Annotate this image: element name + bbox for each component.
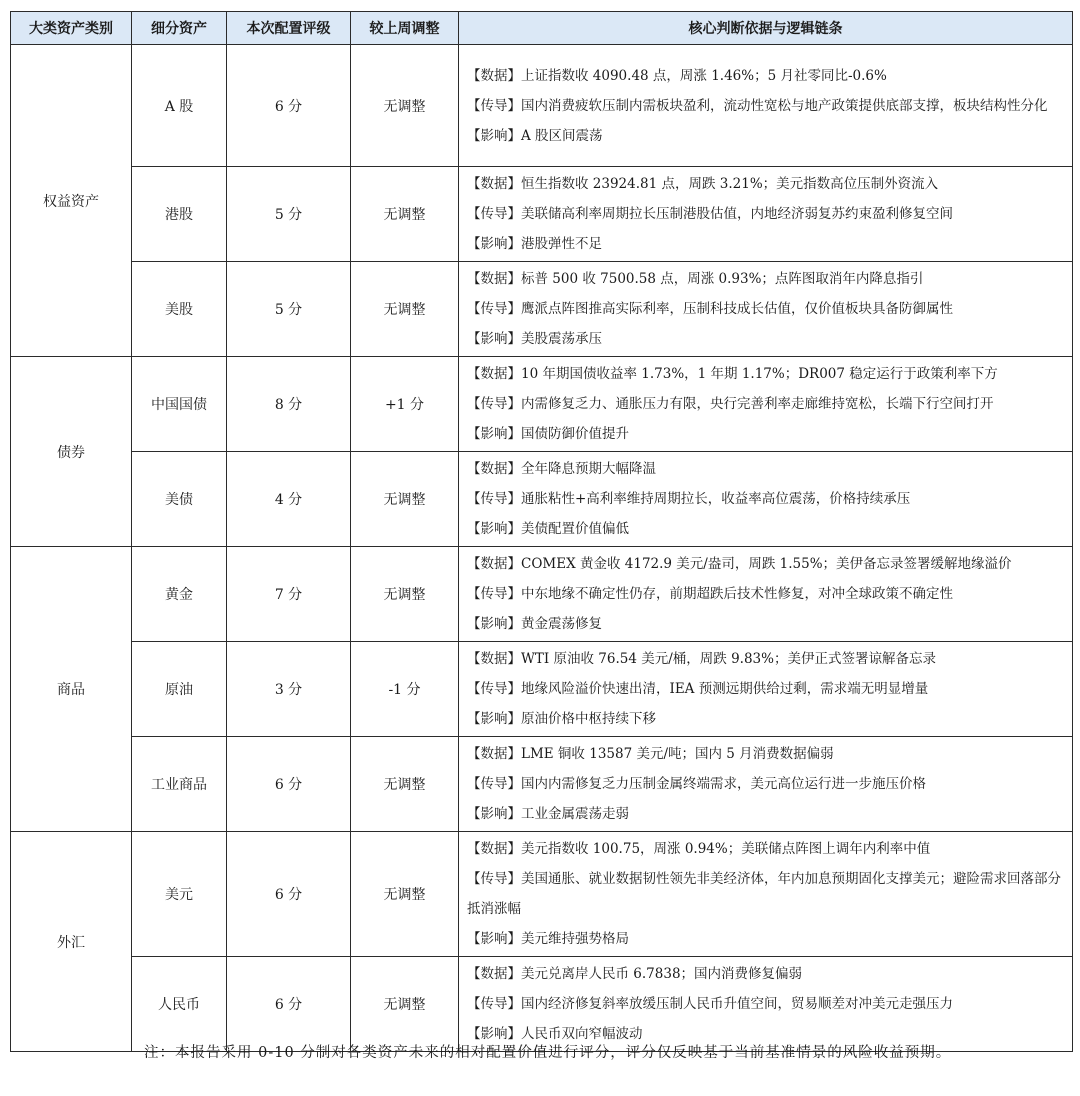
- rating-cell: 5 分: [227, 167, 351, 262]
- logic-line: 【传导】通胀粘性+高利率维持周期拉长，收益率高位震荡，价格持续承压: [467, 491, 911, 507]
- rating-cell: 5 分: [227, 262, 351, 357]
- logic-cell: [459, 357, 1073, 452]
- logic-line: 【影响】美股震荡承压: [467, 331, 602, 347]
- adjustment-cell: 无调整: [351, 547, 459, 642]
- rating-cell: 4 分: [227, 452, 351, 547]
- asset-class-cell: 外汇: [11, 832, 132, 1052]
- rating-cell: 6 分: [227, 832, 351, 957]
- rating-cell: 6 分: [227, 45, 351, 167]
- sub-asset-cell: 黄金: [132, 547, 227, 642]
- sub-asset-cell: 中国国债: [132, 357, 227, 452]
- table-row: [11, 167, 1073, 262]
- logic-line: 【数据】美元兑离岸人民币 6.7838；国内消费修复偏弱: [467, 966, 803, 982]
- logic-line: 【数据】标普 500 收 7500.58 点，周涨 0.93%；点阵图取消年内降息指引: [467, 271, 924, 287]
- adjustment-cell: +1 分: [351, 357, 459, 452]
- logic-cell: [459, 45, 1073, 167]
- logic-line: 【影响】原油价格中枢持续下移: [467, 711, 656, 727]
- table-header-row: [11, 12, 1073, 45]
- logic-cell: [459, 737, 1073, 832]
- adjustment-cell: 无调整: [351, 167, 459, 262]
- logic-line: 【数据】LME 铜收 13587 美元/吨；国内 5 月消费数据偏弱: [467, 746, 834, 762]
- logic-line: 【影响】人民币双向窄幅波动: [467, 1026, 643, 1042]
- logic-line: 【数据】WTI 原油收 76.54 美元/桶，周跌 9.83%；美伊正式签署谅解备忘录: [467, 651, 936, 667]
- adjustment-cell: -1 分: [351, 642, 459, 737]
- logic-line: 【传导】中东地缘不确定性仍存，前期超跌后技术性修复，对冲全球政策不确定性: [467, 586, 953, 602]
- sub-asset-cell: 工业商品: [132, 737, 227, 832]
- sub-asset-cell: 美股: [132, 262, 227, 357]
- rating-cell: 3 分: [227, 642, 351, 737]
- logic-line: 【数据】美元指数收 100.75，周涨 0.94%；美联储点阵图上调年内利率中值: [467, 841, 931, 857]
- table-body: [11, 45, 1073, 1052]
- rating-cell: 6 分: [227, 957, 351, 1052]
- logic-cell: [459, 262, 1073, 357]
- logic-line: 【传导】国内经济修复斜率放缓压制人民币升值空间，贸易顺差对冲美元走强压力: [467, 996, 953, 1012]
- table-row: [11, 737, 1073, 832]
- sub-asset-cell: 美元: [132, 832, 227, 957]
- asset-allocation-table: [10, 11, 1073, 1052]
- logic-cell: [459, 167, 1073, 262]
- logic-cell: [459, 547, 1073, 642]
- rating-cell: 8 分: [227, 357, 351, 452]
- logic-line: 【传导】国内消费疲软压制内需板块盈利，流动性宽松与地产政策提供底部支撑，板块结构性分化: [467, 97, 1048, 114]
- logic-line: 【传导】美国通胀、就业数据韧性领先非美经济体，年内加息预期固化支撑美元；避险需求回落部分抵消涨幅: [467, 871, 1061, 917]
- adjustment-cell: 无调整: [351, 262, 459, 357]
- logic-cell: [459, 957, 1073, 1052]
- logic-line: 【数据】10 年期国债收益率 1.73%，1 年期 1.17%；DR007 稳定运行于政策利率下方: [467, 366, 998, 382]
- logic-line: 【影响】港股弹性不足: [467, 236, 602, 252]
- logic-line: 【影响】黄金震荡修复: [467, 616, 602, 632]
- sub-asset-cell: A 股: [132, 45, 227, 167]
- adjustment-cell: 无调整: [351, 737, 459, 832]
- logic-line: 【影响】美元维持强势格局: [467, 931, 629, 947]
- logic-line: 【数据】恒生指数收 23924.81 点，周跌 3.21%；美元指数高位压制外资流入: [467, 176, 939, 192]
- sub-asset-cell: 美债: [132, 452, 227, 547]
- adjustment-cell: 无调整: [351, 957, 459, 1052]
- rating-cell: 6 分: [227, 737, 351, 832]
- logic-line: 【传导】鹰派点阵图推高实际利率，压制科技成长估值，仅价值板块具备防御属性: [467, 301, 953, 317]
- header-weekly-adjustment: 较上周调整: [351, 12, 459, 45]
- table-row: [11, 262, 1073, 357]
- table-row: [11, 642, 1073, 737]
- table-row: [11, 957, 1073, 1052]
- adjustment-cell: 无调整: [351, 452, 459, 547]
- logic-cell: [459, 452, 1073, 547]
- logic-cell: [459, 642, 1073, 737]
- logic-line: 【传导】美联储高利率周期拉长压制港股估值，内地经济弱复苏约束盈利修复空间: [467, 206, 953, 222]
- footnote: 注：本报告采用 0-10 分制对各类资产未来的相对配置价值进行评分，评分仅反映基于当前基准情景的风险收益预期。: [144, 1045, 952, 1061]
- logic-line: 【传导】内需修复乏力、通胀压力有限，央行完善利率走廊维持宽松，长端下行空间打开: [467, 396, 994, 412]
- logic-line: 【数据】上证指数收 4090.48 点，周涨 1.46%；5 月社零同比-0.6%: [467, 67, 887, 84]
- rating-cell: 7 分: [227, 547, 351, 642]
- logic-line: 【数据】COMEX 黄金收 4172.9 美元/盎司，周跌 1.55%；美伊备忘录签署缓解地缘溢价: [467, 556, 1012, 572]
- table-row: [11, 547, 1073, 642]
- logic-line: 【传导】地缘风险溢价快速出清，IEA 预测远期供给过剩，需求端无明显增量: [467, 681, 929, 697]
- adjustment-cell: 无调整: [351, 832, 459, 957]
- sub-asset-cell: 人民币: [132, 957, 227, 1052]
- logic-line: 【数据】全年降息预期大幅降温: [467, 461, 656, 477]
- logic-line: 【影响】工业金属震荡走弱: [467, 806, 629, 822]
- table-row: [11, 832, 1073, 957]
- logic-line: 【影响】A 股区间震荡: [467, 127, 603, 144]
- logic-line: 【影响】美债配置价值偏低: [467, 521, 629, 537]
- header-sub-asset: 细分资产: [132, 12, 227, 45]
- table-row: [11, 45, 1073, 167]
- asset-class-cell: 商品: [11, 547, 132, 832]
- sub-asset-cell: 原油: [132, 642, 227, 737]
- asset-class-cell: 债券: [11, 357, 132, 547]
- asset-class-cell: 权益资产: [11, 45, 132, 357]
- header-core-logic: 核心判断依据与逻辑链条: [459, 12, 1073, 45]
- logic-line: 【影响】国债防御价值提升: [467, 426, 629, 442]
- sub-asset-cell: 港股: [132, 167, 227, 262]
- header-rating: 本次配置评级: [227, 12, 351, 45]
- logic-cell: [459, 832, 1073, 957]
- table-row: [11, 357, 1073, 452]
- table-row: [11, 452, 1073, 547]
- logic-line: 【传导】国内内需修复乏力压制金属终端需求，美元高位运行进一步施压价格: [467, 776, 926, 792]
- header-major-asset-class: 大类资产类别: [11, 12, 132, 45]
- adjustment-cell: 无调整: [351, 45, 459, 167]
